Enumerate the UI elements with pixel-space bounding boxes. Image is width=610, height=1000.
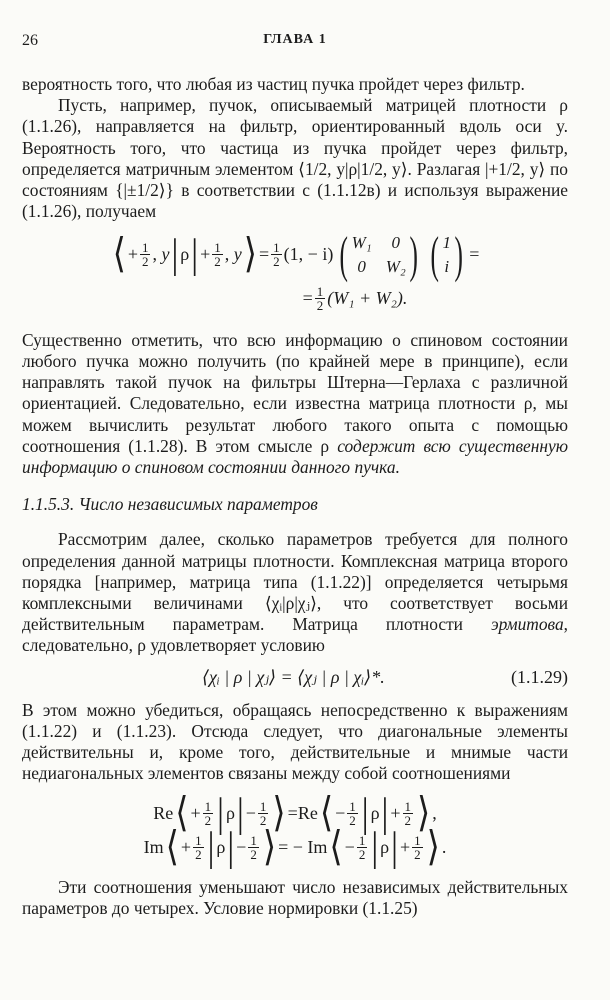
fraction: $\frac{1}{2}$ — [349, 799, 356, 829]
matrix-w: ( W₁ 0 0 W₂ ) — [339, 226, 418, 283]
paragraph-6: Эти соотношения уменьшают число независимых действительных параметров до четырех. Условие нормировки (1.1.25) — [22, 876, 568, 918]
fraction: $\frac{1}{2}$ — [259, 799, 267, 829]
fraction: $\frac{1}{2}$ — [404, 799, 412, 829]
fraction: $\frac{1}{2}$ — [204, 799, 212, 829]
paragraph-1: вероятность того, что любая из частиц пучка пройдет через фильтр. — [22, 74, 525, 94]
running-head: ГЛАВА 1 — [263, 32, 327, 47]
body-text — [22, 74, 568, 919]
equation-1: ⟨ + $\frac{1}{2}$ , y | ρ | + $\frac{1}{2}$ , y ⟩ = $\frac{1}{2}$ (1, − i) ( W₁ 0 0 W₂ ) ( 1 i ) = — [112, 226, 480, 283]
equation-number: (1.1.29) — [511, 666, 568, 687]
page-number: 26 — [22, 32, 38, 49]
paragraph-4: Рассмотрим далее, сколько параметров требуется для полного определения данной матрицы плотности. Комплексная матрица второго порядка [например, матрица типа (1.1.22)] определяется четырьмя комплексными величинами ⟨χᵢ|ρ|χⱼ⟩, что соответствует восьми действительным параметрам. Матрица плотности эрмитова, следовательно, ρ удовлетворяет условию — [22, 529, 568, 656]
fraction: $\frac{1}{2}$ — [141, 240, 149, 270]
paragraph-2: Пусть, например, пучок, описываемый матрицей плотности ρ (1.1.26), направляется на фильтр, ориентированный вдоль оси y. Вероятность того, что частица из пучка пройдет через фильтр, определяется матричным элементом ⟨1/2, y|ρ|1/2, y⟩. Разлагая |+1/2, y⟩ по состояниям {|±1/2⟩} в соответствии с (1.1.12в) и используя выражение (1.1.26), получаем — [22, 95, 568, 222]
paragraph-5: В этом можно убедиться, обращаясь непосредственно к выражениям (1.1.22) и (1.1.23). Отсюда следует, что диагональные элементы действительны и, кроме того, действительные и мнимые части недиагональных элементов связаны между собой соотношениями — [22, 699, 568, 784]
fraction: $\frac{1}{2}$ — [214, 240, 221, 270]
fraction: $\frac{1}{2}$ — [195, 833, 202, 863]
equation-1-line-2: = $\frac{1}{2}$ (W₁ + W₂). — [302, 283, 408, 313]
equation-3-im: Im ⟨ + $\frac{1}{2}$ | ρ | − $\frac{1}{2}$ ⟩ = − Im ⟨ − $\frac{1}{2}$ | ρ | + $\frac{1}{2}$ ⟩ . — [143, 824, 447, 870]
fraction: $\frac{1}{2}$ — [358, 833, 366, 863]
fraction: $\frac{1}{2}$ — [316, 283, 324, 313]
page-header — [22, 32, 568, 52]
equation-3-re: Re ⟨ + $\frac{1}{2}$ | ρ | − $\frac{1}{2}$ ⟩ = Re ⟨ − $\frac{1}{2}$ | ρ | + $\frac{1}{2}$ ⟩ , — [153, 790, 437, 836]
paragraph-3: Существенно отметить, что всю информацию о спиновом состоянии любого пучка можно получить (по крайней мере в принципе), если направлять такой пучок на фильтры Штерна—Герлаха с различной ориентацией. Следовательно, если известна матрица плотности ρ, мы можем вычислить результат любого такого опыта с помощью соотношения (1.1.28). В этом смысле ρ содержит всю существенную информацию о спиновом состоянии данного пучка. — [22, 329, 568, 478]
fraction: $\frac{1}{2}$ — [250, 833, 257, 863]
fraction: $\frac{1}{2}$ — [273, 240, 280, 270]
page — [22, 0, 568, 1000]
fraction: $\frac{1}{2}$ — [414, 833, 421, 863]
equation-2: ⟨χᵢ | ρ | χⱼ⟩ = ⟨χⱼ | ρ | χᵢ⟩*. (1.1.29) — [202, 666, 568, 687]
section-title: 1.1.5.3. Число независимых параметров — [22, 494, 318, 515]
vector: ( 1 i ) — [430, 226, 463, 283]
